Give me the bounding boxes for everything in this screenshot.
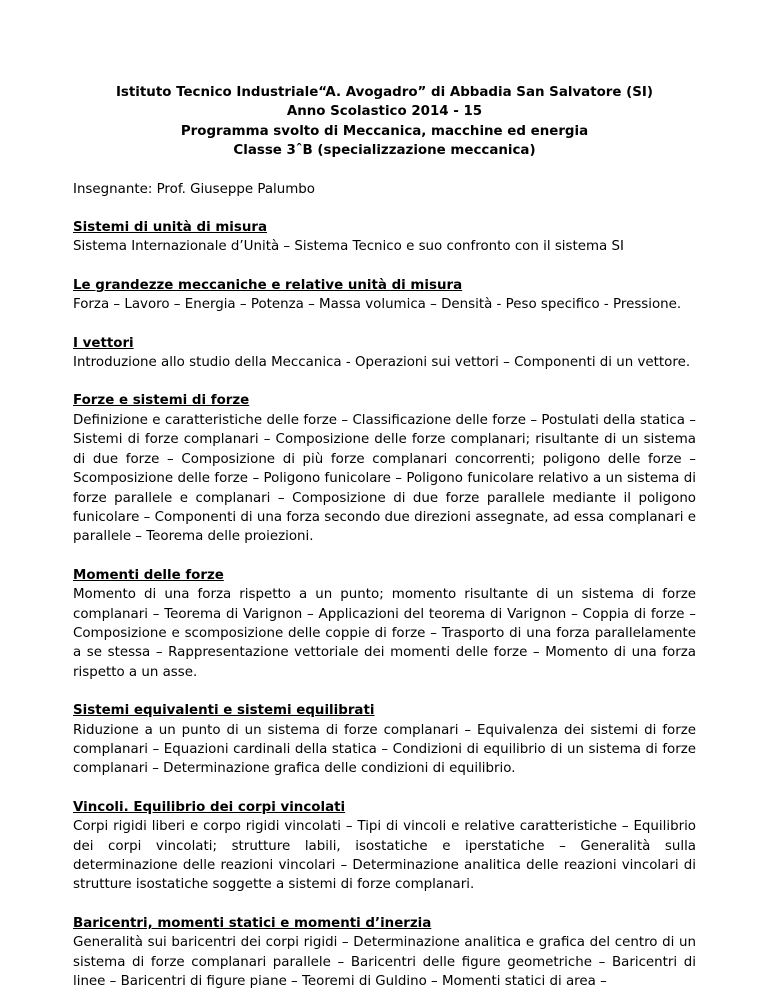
document-page [73,83,696,991]
section-body: Sistema Internazionale d’Unità – Sistema Tecnico e suo confronto con il sistema SI [73,239,624,255]
section-title: Vincoli. Equilibrio dei corpi vincolati [73,799,346,815]
section-title: Sistemi di unità di misura [73,220,268,236]
school-name: Istituto Tecnico Industriale“A. Avogadro” di Abbadia San Salvatore (SI) [115,85,654,100]
section-forces [73,391,696,546]
section-title: Forze e sistemi di forze [73,393,250,409]
section-body: Riduzione a un punto di un sistema di forze complanari – Equivalenza dei sistemi di forze complanari – Equazioni cardinali della statica – Condizioni di equilibrio di un sistema di forze complanari – Determinazione grafica delle condizioni di equilibrio. [73,722,696,777]
teacher-line: Insegnante: Prof. Giuseppe Palumbo [73,181,315,197]
section-title: Baricentri, momenti statici e momenti d’inerzia [73,915,432,931]
section-title: Le grandezze meccaniche e relative unità di misura [73,277,463,293]
section-moments [73,566,696,682]
section-title: Momenti delle forze [73,567,224,583]
section-title: Sistemi equivalenti e sistemi equilibrati [73,703,375,719]
section-units [73,218,696,257]
section-body: Momento di una forza rispetto a un punto; momento risultante di un sistema di forze complanari – Teorema di Varignon – Applicazioni del teorema di Varignon – Coppia di forze – Composizione e scomposizione delle coppie di forze – Trasporto di una forza parallelamente a se stessa – Rappresentazione vettoriale dei momenti delle forze – Momento di una forza rispetto a un asse. [73,587,696,680]
section-quantities [73,276,696,315]
school-year: Anno Scolastico 2014 - 15 [286,104,483,120]
section-vectors [73,334,696,373]
section-centroids [73,914,696,992]
program-title: Programma svolto di Meccanica, macchine ed energia [180,123,589,139]
section-body: Forza – Lavoro – Energia – Potenza – Massa volumica – Densità - Peso specifico - Pressione. [73,297,682,313]
class-name: Classe 3ˆB (specializzazione meccanica) [233,143,536,159]
section-body: Introduzione allo studio della Meccanica - Operazioni sui vettori – Componenti di un vettore. [73,355,691,371]
document-header [73,83,696,161]
section-body: Corpi rigidi liberi e corpo rigidi vincolati – Tipi di vincoli e relative caratteristiche – Equilibrio dei corpi vincolati; strutture labili, isostatiche e iperstatiche – Generalità sulla determinazione delle reazioni vincolari – Determinazione analitica delle reazioni vincolari di strutture isostatiche soggette a sistemi di forze complanari. [73,819,696,893]
section-body: Definizione e caratteristiche delle forze – Classificazione delle forze – Postulati della statica – Sistemi di forze complanari – Composizione delle forze complanari; risultante di un sistema di due forze – Composizione di più forze complanari concorrenti; poligono delle forze – Scomposizione delle forze – Poligono funicolare – Poligono funicolare relativo a un sistema di forze parallele e complanari – Composizione di due forze parallele mediante il poligono funicolare – Componenti di una forza secondo due direzioni assegnate, ad essa complanari e parallele – Teorema delle proiezioni. [73,412,696,545]
section-body: Generalità sui baricentri dei corpi rigidi – Determinazione analitica e grafica del centro di un sistema di forze complanari parallele – Baricentri delle figure geometriche – Baricentri di linee – Baricentri di figure piane – Teoremi di Guldino – Momenti statici di area – [73,935,696,990]
section-constraints [73,798,696,895]
section-title: I vettori [73,335,134,351]
section-equivalent-systems [73,701,696,779]
